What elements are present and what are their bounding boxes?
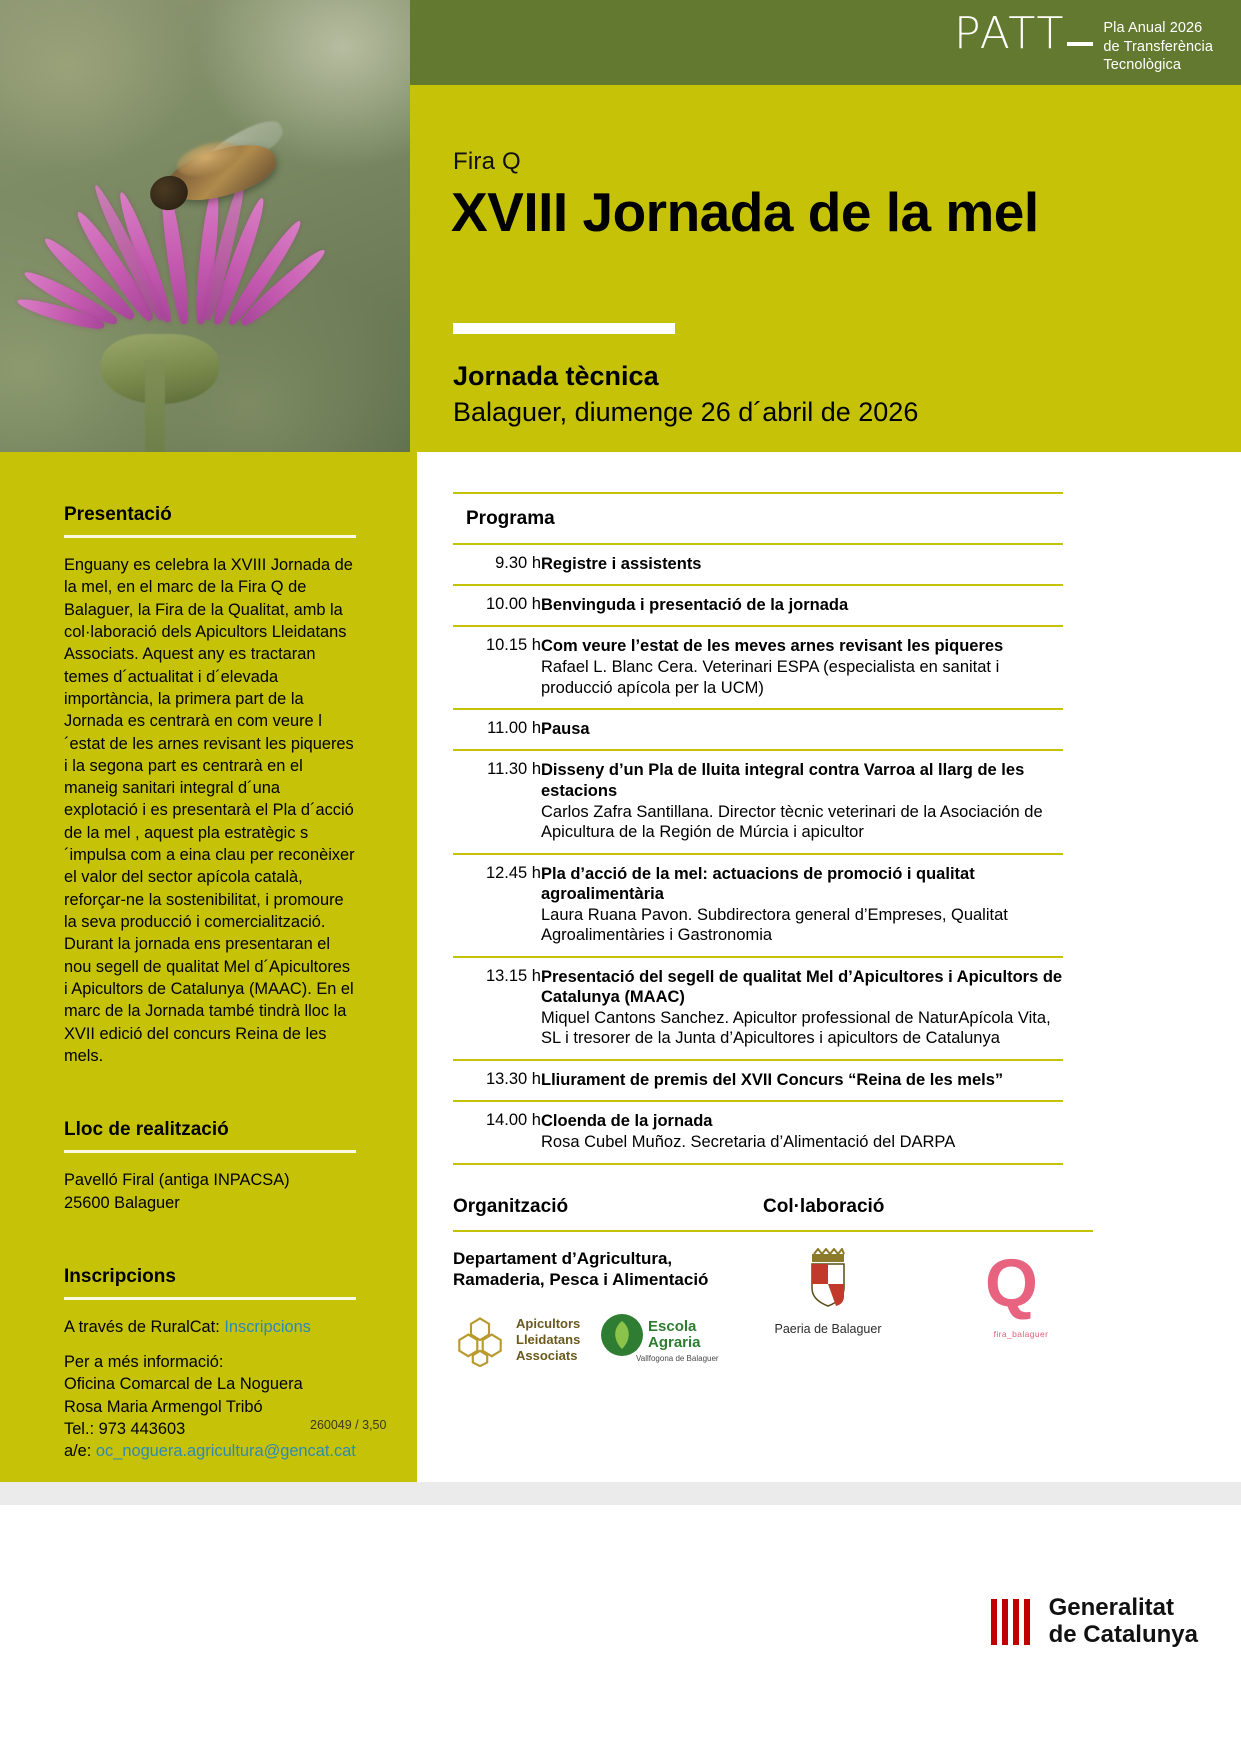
fira-q-logo bbox=[961, 1248, 1081, 1339]
organitzacio-name-line-2: Ramaderia, Pesca i Alimentació bbox=[453, 1270, 709, 1290]
info-phone: Tel.: 973 443603 bbox=[64, 1420, 186, 1439]
program-time: 11.30 h bbox=[487, 760, 541, 779]
program-time: 13.30 h bbox=[485, 1069, 541, 1088]
left-info-column bbox=[0, 452, 410, 1482]
program-detail bbox=[541, 709, 1063, 750]
hero-bee-photo bbox=[0, 0, 410, 452]
generalitat-line-2: de Catalunya bbox=[1048, 1620, 1198, 1648]
program-title: Lliurament de premis del XVII Concurs “Reina de les mels” bbox=[541, 1070, 1004, 1089]
program-title: Com veure l’estat de les meves arnes revisant les piqueres bbox=[541, 637, 1004, 656]
program-detail bbox=[541, 585, 1063, 626]
program-time: 10.15 h bbox=[485, 636, 541, 655]
program-detail bbox=[541, 626, 1063, 709]
inscripcions-prefix: A través de RuralCat: bbox=[64, 1317, 225, 1336]
program-speaker: Rafael L. Blanc Cera. Veterinari ESPA (especialista en sanitat i producció apícola per la UCM) bbox=[541, 658, 1000, 697]
kicker-fira-q: Fira Q bbox=[453, 148, 521, 175]
generalitat-line-1: Generalitat bbox=[1048, 1594, 1174, 1621]
info-email-link[interactable]: oc_noguera.agricultura@gencat.cat bbox=[95, 1442, 356, 1461]
program-block bbox=[453, 492, 1063, 1165]
organitzacio-heading: Organització bbox=[453, 1196, 569, 1217]
page-title: XVIII Jornada de la mel bbox=[451, 181, 1039, 243]
collaboracio-heading: Col·laboració bbox=[763, 1196, 885, 1217]
info-email-prefix: a/e: bbox=[64, 1442, 96, 1461]
program-speaker: Rosa Cubel Muñoz. Secretaria d’Alimentació del DARPA bbox=[541, 1133, 956, 1152]
program-detail bbox=[541, 545, 1063, 585]
collaboracio-column bbox=[763, 1196, 1093, 1371]
apicultors-line-3: Associats bbox=[516, 1347, 578, 1363]
presentacio-heading: Presentació bbox=[64, 504, 172, 525]
program-detail bbox=[541, 1101, 1063, 1164]
program-title: Registre i assistents bbox=[541, 555, 702, 573]
info-office: Oficina Comarcal de La Noguera bbox=[64, 1375, 303, 1394]
program-heading: Programa bbox=[466, 508, 555, 529]
program-detail bbox=[541, 854, 1063, 957]
collaboracio-logos bbox=[763, 1248, 1093, 1339]
program-time: 11.00 h bbox=[487, 719, 541, 738]
program-time: 9.30 h bbox=[495, 554, 541, 572]
patt-wordmark-text: PATT bbox=[954, 8, 1066, 59]
svg-text:Q: Q bbox=[985, 1248, 1038, 1321]
table-row bbox=[453, 957, 1063, 1060]
table-row bbox=[453, 545, 1063, 585]
organitzacio-name-line-1: Departament d’Agricultura, bbox=[453, 1249, 673, 1268]
program-time: 13.15 h bbox=[485, 966, 541, 985]
table-row bbox=[453, 1060, 1063, 1101]
svg-text:Agraria: Agraria bbox=[648, 1333, 701, 1351]
lloc-divider bbox=[64, 1150, 356, 1153]
fira-q-caption: fira_balaguer bbox=[993, 1329, 1049, 1339]
generalitat-logo bbox=[991, 1595, 1198, 1649]
program-time: 14.00 h bbox=[485, 1111, 541, 1129]
program-title: Disseny d’un Pla de lluita integral contra Varroa al llarg de les estacions bbox=[541, 761, 1025, 800]
table-row bbox=[453, 750, 1063, 853]
collaboracio-divider bbox=[763, 1230, 1093, 1232]
program-table bbox=[453, 545, 1063, 1165]
program-time: 12.45 h bbox=[485, 863, 541, 882]
program-speaker: Laura Ruana Pavon. Subdirectora general d’Empreses, Qualitat Agroalimentàries i Gastronomia bbox=[541, 905, 1008, 945]
paeria-balaguer-logo bbox=[763, 1248, 893, 1336]
subtitle-jornada-tecnica: Jornada tècnica bbox=[453, 361, 659, 391]
footer-strip bbox=[0, 1482, 1241, 1505]
patt-wordmark bbox=[954, 8, 1093, 59]
lloc-heading: Lloc de realització bbox=[64, 1119, 229, 1141]
patt-subtitle bbox=[1103, 14, 1213, 75]
inscripcions-line bbox=[64, 1316, 356, 1338]
organitzacio-divider bbox=[453, 1230, 763, 1232]
event-date-location: Balaguer, diumenge 26 d´abril de 2026 bbox=[453, 397, 919, 427]
presentacio-body: Enguany es celebra la XVIII Jornada de la mel, en el marc de la Fira Q de Balaguer, la Fira de la Qualitat, amb la col·laboració dels Apicultors Lleidatans Associats. Aquest any es tractaran temes d´actualitat i d´elevada importància, la primera part de la Jornada es centrarà en com veure l´estat de les arnes revisant les piqueres i la segona part es centrarà en el maneig sanitari integral d´una explotació i es presentarà el Pla d´acció de la mel , aquest pla estratègic s´impulsa com a eina clau per reconèixer el valor del sector apícola català, reforçar-ne la sostenibilitat, i promoure la seva producció i comercialització. Durant la jornada ens presentaran el nou segell de qualitat Mel d´Apicultores i Apicultors de Catalunya (MAAC). En el marc de la Jornada també tindrà lloc la XVII edició del concurs Reina de les mels. bbox=[64, 556, 355, 1065]
inscripcions-heading: Inscripcions bbox=[64, 1265, 176, 1287]
patt-sub-line-1: Pla Anual 2026 bbox=[1103, 20, 1203, 36]
honeycomb-icon bbox=[453, 1313, 507, 1367]
apicultors-line-1: Apicultors bbox=[516, 1315, 581, 1331]
svg-text:Escola: Escola bbox=[648, 1317, 697, 1335]
program-speaker: Carlos Zafra Santillana. Director tècnic veterinari de la Asociación de Apicultura de la Región de Múrcia i apicultor bbox=[541, 802, 1043, 842]
program-title: Presentació del segell de qualitat Mel d’Apicultores i Apicultors de Catalunya (MAAC) bbox=[541, 967, 1063, 1006]
coat-of-arms-icon bbox=[800, 1248, 856, 1310]
apicultors-lleidatans-logo bbox=[453, 1313, 580, 1367]
inscripcions-divider bbox=[64, 1297, 356, 1300]
title-panel bbox=[410, 85, 1241, 452]
info-heading: Per a més informació: bbox=[64, 1353, 224, 1372]
paeria-caption: Paeria de Balaguer bbox=[774, 1322, 882, 1336]
senyera-flag-icon bbox=[991, 1599, 1035, 1645]
program-title: Pla d’acció de la mel: actuacions de promoció i qualitat agroalimentària bbox=[541, 864, 975, 903]
table-row bbox=[453, 585, 1063, 626]
info-email-line bbox=[64, 1440, 356, 1462]
patt-sub-line-3: Tecnològica bbox=[1103, 57, 1182, 74]
table-row bbox=[453, 1101, 1063, 1164]
generalitat-text bbox=[1049, 1595, 1198, 1649]
svg-text:Vallfogona de Balaguer: Vallfogona de Balaguer bbox=[636, 1353, 719, 1363]
program-title: Cloenda de la jornada bbox=[541, 1112, 713, 1130]
flower-stem bbox=[145, 360, 165, 452]
program-column bbox=[410, 452, 1241, 1482]
info-person: Rosa Maria Armengol Tribó bbox=[64, 1397, 263, 1416]
patt-logo bbox=[954, 8, 1213, 75]
table-row bbox=[453, 626, 1063, 709]
lloc-line-2: 25600 Balaguer bbox=[64, 1193, 180, 1212]
apicultors-logo-text bbox=[516, 1316, 580, 1364]
document-code: 260049 / 3,50 bbox=[310, 1418, 387, 1432]
program-detail bbox=[541, 1060, 1063, 1101]
lloc-line-1: Pavelló Firal (antiga INPACSA) bbox=[64, 1171, 290, 1190]
program-speaker: Miquel Cantons Sanchez. Apicultor professional de NaturApícola Vita, SL i tresorer de la Junta d’Apicultores i apicultors de Catalunya bbox=[541, 1008, 1051, 1048]
title-divider bbox=[453, 323, 675, 334]
inscripcions-link[interactable]: Inscripcions bbox=[224, 1317, 311, 1336]
table-row bbox=[453, 854, 1063, 957]
program-title: Pausa bbox=[541, 720, 590, 739]
presentacio-divider bbox=[64, 535, 356, 538]
patt-sub-line-2: de Transferència bbox=[1103, 38, 1213, 55]
patt-underscore-icon bbox=[1067, 42, 1093, 46]
column-edge-accent bbox=[410, 452, 417, 1482]
fira-q-mark-icon bbox=[969, 1248, 1073, 1322]
program-time: 10.00 h bbox=[485, 595, 541, 614]
escola-agraria-mark bbox=[596, 1309, 728, 1371]
program-detail bbox=[541, 957, 1063, 1060]
partners-section bbox=[453, 1196, 1153, 1371]
bee bbox=[60, 110, 320, 300]
patt-header-band bbox=[410, 0, 1241, 85]
program-detail bbox=[541, 750, 1063, 853]
organitzacio-column bbox=[453, 1196, 763, 1371]
apicultors-line-2: Lleidatans bbox=[516, 1331, 581, 1347]
table-row bbox=[453, 709, 1063, 750]
program-title: Benvinguda i presentació de la jornada bbox=[541, 596, 849, 615]
escola-agraria-logo bbox=[596, 1309, 728, 1371]
organitzacio-logos bbox=[453, 1309, 763, 1371]
